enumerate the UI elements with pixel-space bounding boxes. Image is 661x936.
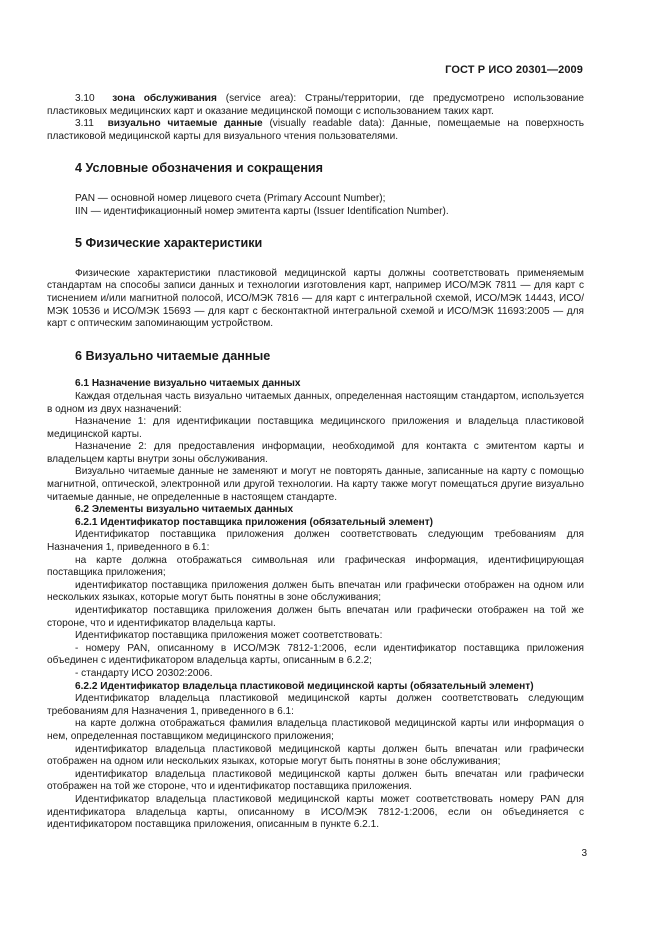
definition-3-10: 3.10 зона обслуживания (service area): Страны/территории, где предусмотрено использование пластиковых медицинских карт и оказание медицинской помощи с использованием таких карт.: [47, 93, 584, 117]
paragraph: Визуально читаемые данные не заменяют и могут не повторять данные, записанные на карту с помощью магнитной, оптической, электронной или другой технологии. На карту также могут помещаться другие визуально читаемые данные, не определенные в настоящем стандарте.: [47, 466, 584, 503]
abbr-pan: PAN — основной номер лицевого счета (Primary Account Number);: [75, 192, 386, 204]
paragraph: Идентификатор поставщика приложения может соответствовать:: [75, 630, 383, 642]
standard-header: ГОСТ Р ИСО 20301—2009: [445, 64, 583, 76]
abbr-iin: IIN — идентификационный номер эмитента карты (Issuer Identification Number).: [75, 205, 449, 217]
term-visually-readable-data: визуально читаемые данные: [107, 118, 263, 130]
paragraph: Идентификатор поставщика приложения должен соответствовать следующим требованиям для Назначения 1, приведенного в 6.1:: [47, 529, 584, 554]
paragraph: идентификатор поставщика приложения должен быть впечатан или графически отображен на той же стороне, что и идентификатор владельца карты.: [47, 605, 584, 629]
section-5-paragraph: Физические характеристики пластиковой медицинской карты должны соответствовать применяемым стандартам на способы записи данных и технологии изготовления карт, например ИСО/МЭК 7811 — для карт с тиснением и/или магнитной полосой, ИСО/МЭК 7816 — для карт с интегральной схемой, ИСО/МЭК 14443, ИСО/МЭК 10536 и ИСО/МЭК 15693 — для карт с бесконтактной интегральной схемой и ИСО/МЭК 11693:2005 — для карт с оптическим запоминающим устройством.: [47, 267, 584, 330]
section-6-title: 6 Визуально читаемые данные: [75, 348, 271, 363]
subsection-6-2-2-title: 6.2.2 Идентификатор владельца пластиковой медицинской карты (обязательный элемент): [75, 680, 534, 692]
page-content: [47, 93, 584, 832]
paragraph: идентификатор поставщика приложения должен быть впечатан или графически отображен на одном или нескольких языках, которые могут быть понятны в зоне обслуживания;: [47, 579, 584, 604]
paragraph: Идентификатор владельца пластиковой медицинской карты должен соответствовать следующим требованиям для Назначения 1, приведенного в 6.1:: [47, 693, 584, 717]
subsection-6-2-1-title: 6.2.1 Идентификатор поставщика приложения (обязательный элемент): [75, 516, 434, 528]
list-item: - стандарту ИСО 20302:2006.: [75, 667, 213, 679]
paragraph: идентификатор владельца пластиковой медицинской карты должен быть впечатан или графически отображен на одном или нескольких языках, которые могут быть понятны в зоне обслуживания;: [47, 743, 584, 768]
section-5-title: 5 Физические характеристики: [75, 236, 263, 251]
paragraph: на карте должна отображаться фамилия владельца пластиковой медицинской карты или информация о нем, определенная поставщиком медицинского приложения;: [47, 718, 584, 742]
subsection-6-1-title: 6.1 Назначение визуально читаемых данных: [75, 378, 301, 390]
list-item: - номеру PAN, описанному в ИСО/МЭК 7812-1:2006, если идентификатор поставщика приложения объединен с идентификатором владельца карты, описанным в 6.2.2;: [47, 642, 584, 667]
paragraph: Каждая отдельная часть визуально читаемых данных, определенная настоящим стандартом, используется в одном из двух назначений:: [47, 390, 584, 415]
paragraph: на карте должна отображаться символьная или графическая информация, идентифицирующая поставщика приложения;: [47, 554, 584, 579]
paragraph: Идентификатор владельца пластиковой медицинской карты может соответствовать номеру PAN для идентификатора владельца карты, описанному в ИСО/МЭК 7812-1:2006, если он объединяется с идентификатором поставщика приложения, описанным в пункте 6.2.1.: [47, 793, 584, 831]
paragraph: Назначение 2: для предоставления информации, необходимой для контакта с эмитентом карты и владельцем карты внутри зоны обслуживания.: [47, 441, 584, 465]
term-service-area: зона обслуживания: [112, 93, 217, 104]
page-number: 3: [581, 848, 587, 859]
paragraph: идентификатор владельца пластиковой медицинской карты должен быть впечатан или графически отображен на той же стороне, что и идентификатор поставщика приложения.: [47, 768, 584, 793]
subsection-6-2-title: 6.2 Элементы визуально читаемых данных: [75, 504, 294, 516]
definition-3-11: 3.11 визуально читаемые данные (visually readable data): Данные, помещаемые на поверхность пластиковой медицинской карты для визуального чтения пользователями.: [47, 118, 584, 142]
section-4-title: 4 Условные обозначения и сокращения: [75, 161, 324, 176]
paragraph: Назначение 1: для идентификации поставщика медицинского приложения и владельца пластиковой медицинской карты.: [47, 416, 584, 440]
